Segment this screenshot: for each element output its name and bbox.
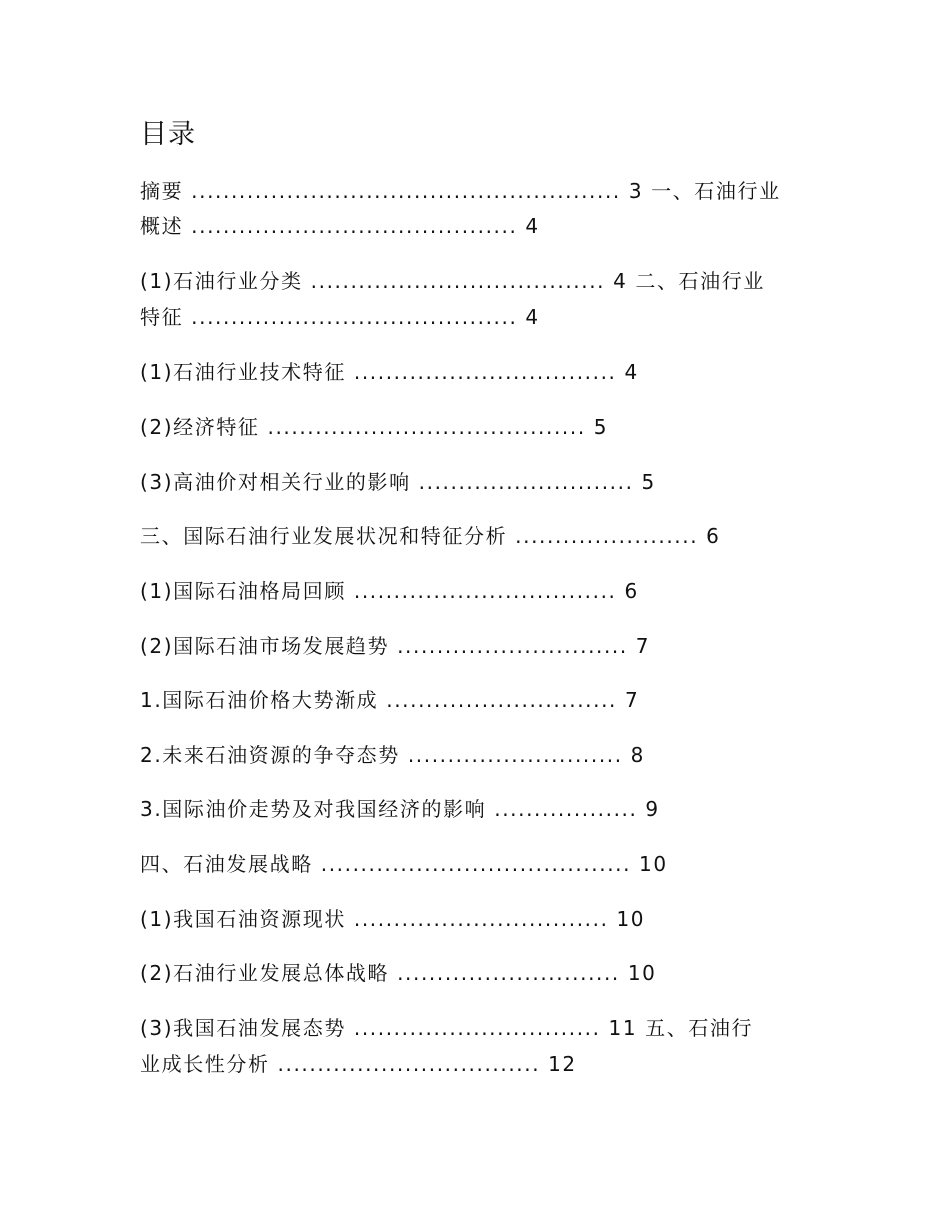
toc-entry: (1)石油行业分类 ..................................... 4 二、石油行业: [140, 269, 765, 293]
toc-title: 目录: [140, 119, 196, 150]
toc-entry: 业成长性分析 ................................. 12: [140, 1052, 577, 1076]
toc-entry: 3.国际油价走势及对我国经济的影响 .................. 9: [140, 797, 660, 821]
toc-entry: (1)石油行业技术特征 ................................. 4: [140, 360, 639, 384]
toc-entry: 特征 ......................................... 4: [140, 305, 540, 329]
toc-entry: (3)高油价对相关行业的影响 ........................... 5: [140, 470, 656, 494]
toc-entry: 三、国际石油行业发展状况和特征分析 ....................... 6: [140, 524, 721, 548]
toc-entry: (1)国际石油格局回顾 ................................. 6: [140, 579, 639, 603]
toc-entry: 2.未来石油资源的争夺态势 ........................... 8: [140, 743, 645, 767]
toc-entry: (3)我国石油发展态势 ............................... 11 五、石油行: [140, 1016, 754, 1040]
toc-entry: 摘要 ...................................................... 3 一、石油行业: [140, 179, 781, 203]
toc-entry: 概述 ......................................... 4: [140, 214, 540, 238]
toc-entry: 1.国际石油价格大势渐成 ............................. 7: [140, 688, 640, 712]
toc-entry: 四、石油发展战略 ....................................... 10: [140, 852, 668, 876]
toc-entry: (1)我国石油资源现状 ................................ 10: [140, 907, 646, 931]
toc-entry: (2)经济特征 ........................................ 5: [140, 415, 609, 439]
toc-entry: (2)石油行业发展总体战略 ............................ 10: [140, 961, 657, 985]
toc-entry: (2)国际石油市场发展趋势 ............................. 7: [140, 634, 651, 658]
